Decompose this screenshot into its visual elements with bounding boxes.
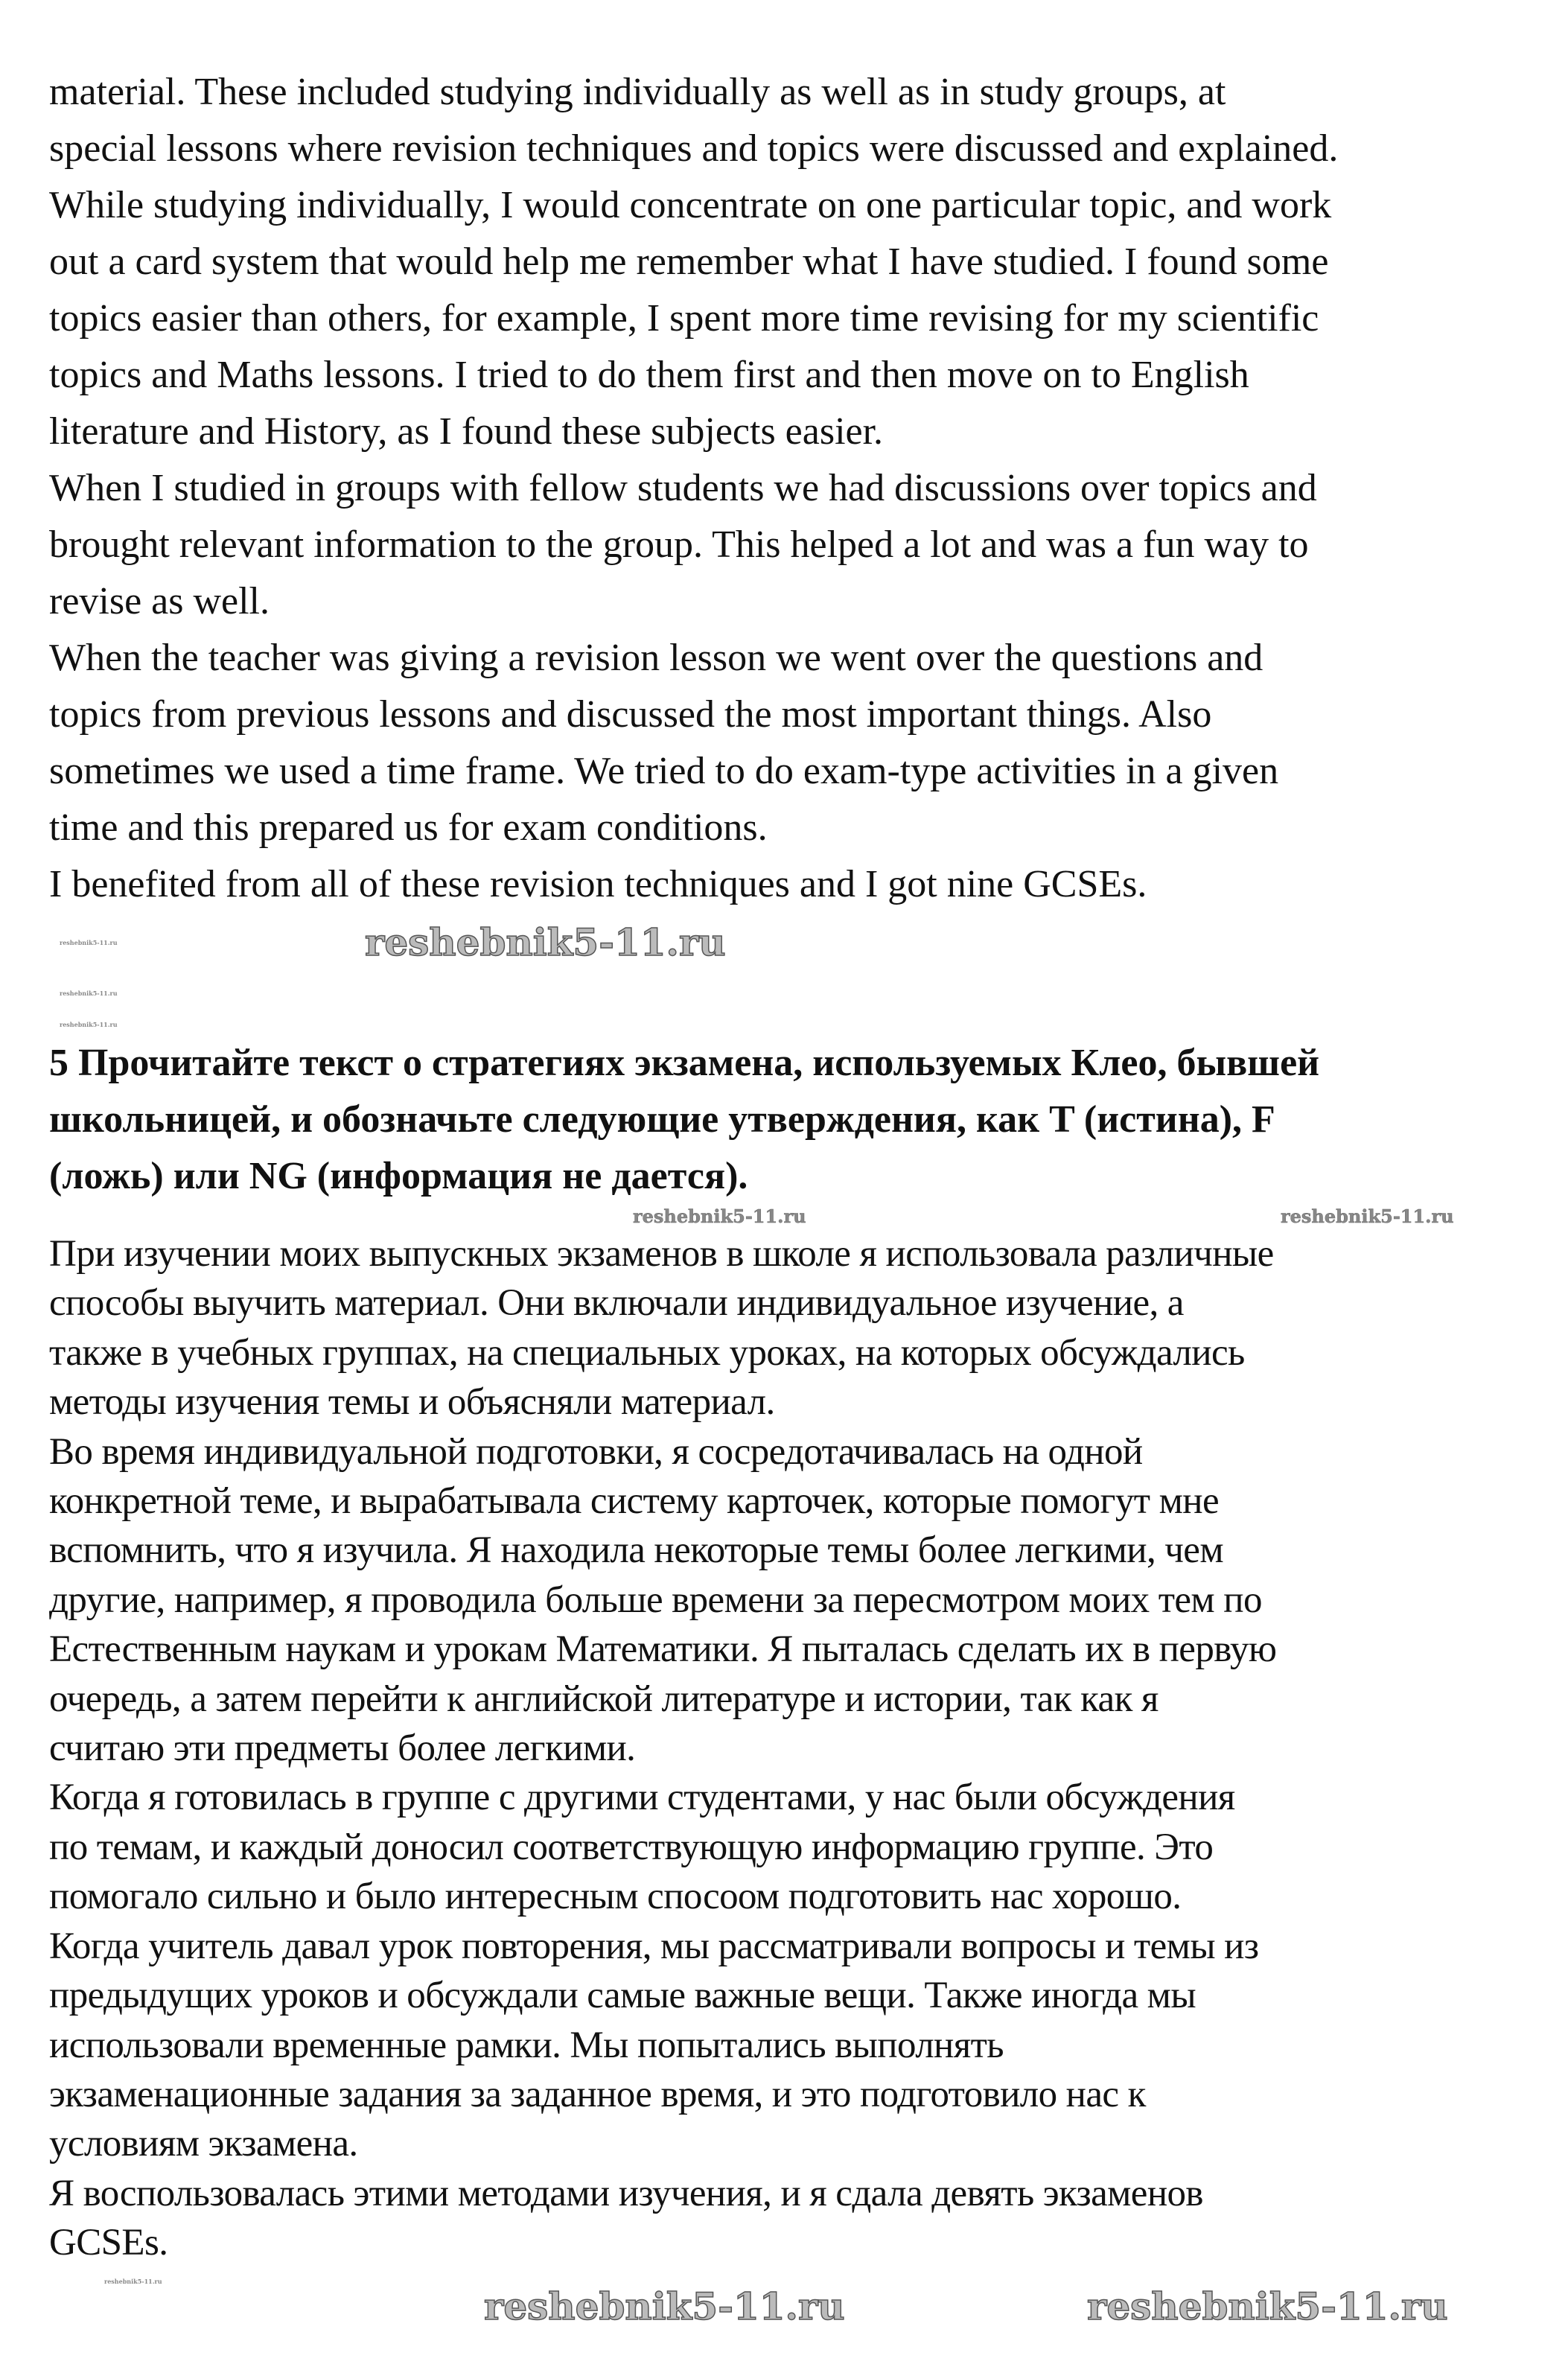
- watermark: reshebnik5-11.ru: [60, 990, 118, 997]
- heading-line: школьницей, и обозначьте следующие утверждения, как T (истина), F: [49, 1098, 1275, 1141]
- text-line: topics easier than others, for example, I spent more time revising for my scientific: [49, 297, 1319, 340]
- text-line: Я воспользовалась этими методами изучения, и я сдала девять экзаменов: [49, 2172, 1203, 2214]
- text-line: GCSEs.: [49, 2222, 168, 2264]
- text-line: material. These included studying individually as well as in study groups, at: [49, 71, 1226, 113]
- text-line: topics from previous lessons and discussed the most important things. Also: [49, 693, 1212, 736]
- text-line: When the teacher was giving a revision lesson we went over the questions and: [49, 637, 1263, 679]
- text-line: условиям экзамена.: [49, 2123, 358, 2165]
- text-line: помогало сильно и было интересным спосоом подготовить нас хорошо.: [49, 1876, 1182, 1918]
- text-line: конкретной теме, и вырабатывала систему карточек, которые помогут мне: [49, 1480, 1220, 1523]
- watermark: reshebnik5-11.ru: [633, 1205, 806, 1227]
- english-text: [49, 64, 1338, 913]
- watermark: reshebnik5-11.ru: [60, 939, 118, 946]
- watermark: reshebnik5-11.ru: [484, 2284, 845, 2328]
- text-line: literature and History, as I found these subjects easier.: [49, 410, 884, 453]
- watermark: reshebnik5-11.ru: [1281, 1205, 1454, 1227]
- text-line: Естественным наукам и урокам Математики. Я пыталась сделать их в первую: [49, 1628, 1277, 1671]
- text-line: While studying individually, I would concentrate on one particular topic, and work: [49, 184, 1332, 226]
- watermark: reshebnik5-11.ru: [104, 2278, 162, 2285]
- text-line: другие, например, я проводила больше времени за пересмотром моих тем по: [49, 1579, 1262, 1621]
- watermark: reshebnik5-11.ru: [1087, 2284, 1448, 2328]
- text-line: Когда я готовилась в группе с другими студентами, у нас были обсуждения: [49, 1777, 1235, 1819]
- text-line: использовали временные рамки. Мы попытались выполнять: [49, 2024, 1004, 2066]
- text-line: I benefited from all of these revision techniques and I got nine GCSEs.: [49, 863, 1147, 905]
- text-line: sometimes we used a time frame. We tried to do exam-type activities in a given: [49, 750, 1279, 792]
- text-line: When I studied in groups with fellow students we had discussions over topics and: [49, 467, 1317, 509]
- text-line: предыдущих уроков и обсуждали самые важные вещи. Также иногда мы: [49, 1975, 1196, 2017]
- text-line: brought relevant information to the group. This helped a lot and was a fun way to: [49, 523, 1309, 566]
- text-line: out a card system that would help me remember what I have studied. I found some: [49, 240, 1329, 283]
- text-line: revise as well.: [49, 580, 270, 622]
- heading-line: (ложь) или NG (информация не дается).: [49, 1155, 748, 1197]
- text-line: Когда учитель давал урок повторения, мы рассматривали вопросы и темы из: [49, 1925, 1259, 1967]
- text-line: Во время индивидуальной подготовки, я сосредотачивалась на одной: [49, 1430, 1143, 1473]
- text-line: методы изучения темы и объясняли материал.: [49, 1381, 775, 1424]
- text-line: считаю эти предметы более легкими.: [49, 1727, 636, 1770]
- text-line: очередь, а затем перейти к английской литературе и истории, так как я: [49, 1678, 1159, 1720]
- text-line: вспомнить, что я изучила. Я находила некоторые темы более легкими, чем: [49, 1529, 1224, 1572]
- text-line: способы выучить материал. Они включали индивидуальное изучение, а: [49, 1282, 1184, 1325]
- watermark: reshebnik5-11.ru: [365, 920, 726, 964]
- task-heading: [49, 1035, 1319, 1205]
- heading-line: 5 Прочитайте текст о стратегиях экзамена, используемых Клео, бывшей: [49, 1042, 1320, 1084]
- text-line: экзаменационные задания за заданное время, и это подготовило нас к: [49, 2073, 1146, 2115]
- text-line: также в учебных группах, на специальных уроках, на которых обсуждались: [49, 1331, 1245, 1374]
- text-line: time and this prepared us for exam conditions.: [49, 806, 768, 849]
- watermark: reshebnik5-11.ru: [60, 1021, 118, 1028]
- text-line: topics and Maths lessons. I tried to do them first and then move on to English: [49, 354, 1249, 396]
- text-line: по темам, и каждый доносил соответствующую информацию группе. Это: [49, 1826, 1214, 1868]
- text-line: При изучении моих выпускных экзаменов в школе я использовала различные: [49, 1233, 1274, 1275]
- text-line: special lessons where revision techniques and topics were discussed and explained.: [49, 127, 1339, 170]
- russian-translation: [49, 1229, 1276, 2268]
